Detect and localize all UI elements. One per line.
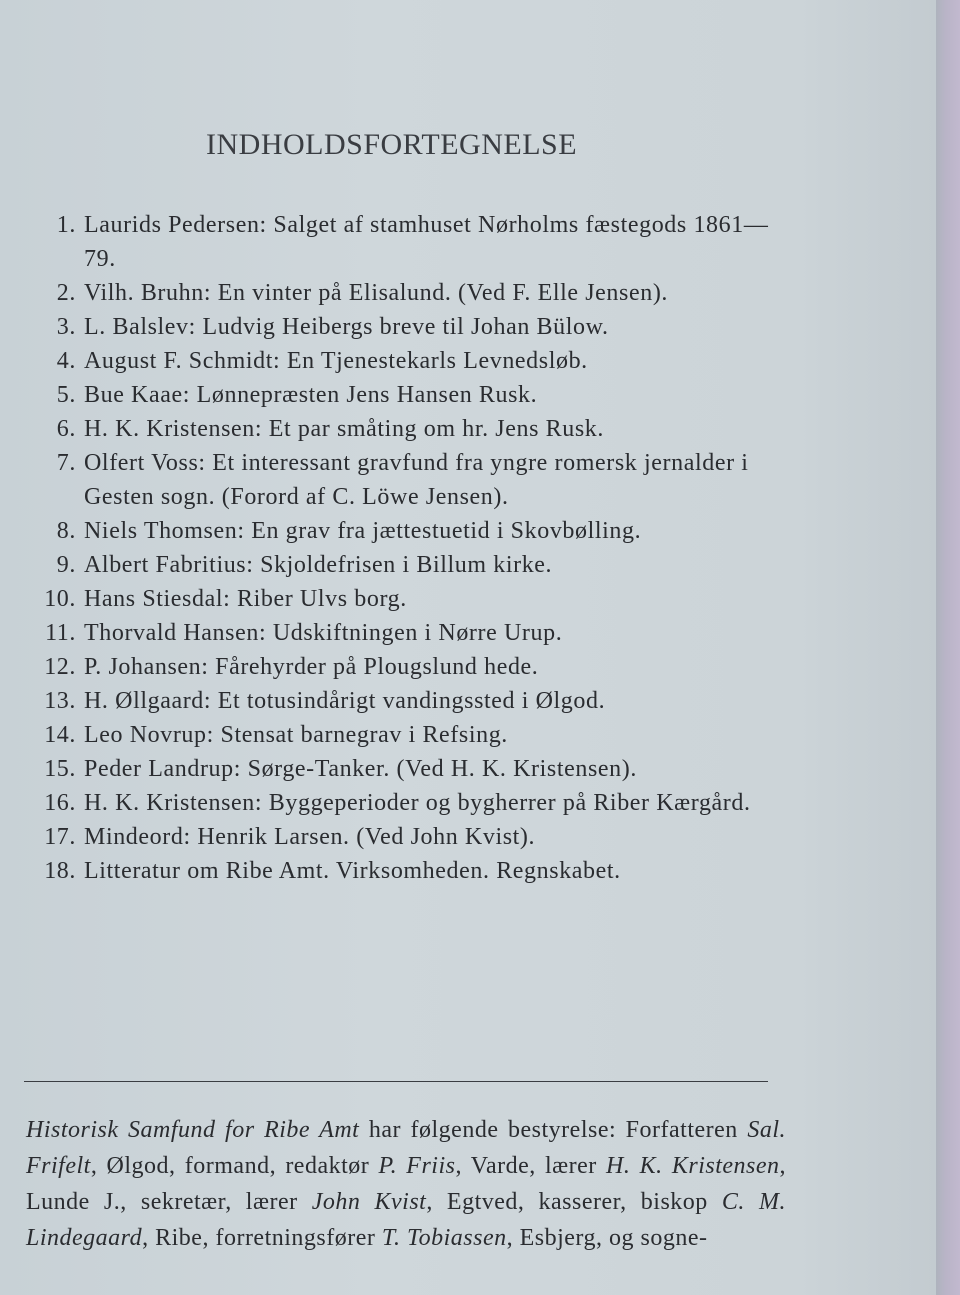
toc-number: 9.	[56, 552, 76, 578]
toc-entry	[30, 378, 800, 412]
toc-entry	[30, 310, 800, 344]
toc-text: Thorvald Hansen: Udskiftningen i Nørre Urup.	[84, 620, 563, 646]
toc-entry	[30, 412, 800, 446]
toc-text: L. Balslev: Ludvig Heibergs breve til Johan Bülow.	[84, 314, 609, 340]
toc-entry	[30, 514, 800, 548]
toc-text: Leo Novrup: Stensat barnegrav i Refsing.	[84, 722, 508, 748]
toc-text: Hans Stiesdal: Riber Ulvs borg.	[84, 586, 407, 612]
toc-entry	[30, 650, 800, 684]
toc-number: 3.	[56, 314, 76, 340]
board-member-name: H. K. Kristensen	[606, 1153, 780, 1179]
toc-text: H. Øllgaard: Et totusindårigt vandingssted i Ølgod.	[84, 688, 606, 714]
board-text: , Varde, lærer	[455, 1153, 607, 1179]
toc-entry	[30, 718, 800, 752]
board-member-name: John Kvist	[311, 1189, 427, 1215]
board-text: , Ølgod, formand, redaktør	[90, 1153, 379, 1179]
toc-text: August F. Schmidt: En Tjenestekarls Levnedsløb.	[84, 348, 588, 374]
toc-text: P. Johansen: Fårehyrder på Plougslund hede.	[84, 654, 539, 680]
toc-entry	[30, 684, 800, 718]
board-member-name: P. Friis	[378, 1153, 456, 1179]
toc-number: 14.	[44, 722, 76, 748]
toc-text: Vilh. Bruhn: En vinter på Elisalund. (Ved F. Elle Jensen).	[84, 280, 669, 306]
toc-text: H. K. Kristensen: Et par småting om hr. Jens Rusk.	[84, 416, 604, 442]
toc-entry	[30, 344, 800, 378]
toc-text: Laurids Pedersen: Salget af stamhuset Nørholms fæstegods 1861—79.	[84, 212, 769, 272]
toc-entry	[30, 616, 800, 650]
toc-text: Albert Fabritius: Skjoldefrisen i Billum kirke.	[84, 552, 553, 578]
toc-number: 10.	[44, 586, 76, 612]
toc-text: Bue Kaae: Lønnepræsten Jens Hansen Rusk.	[84, 382, 538, 408]
toc-number: 13.	[44, 688, 76, 714]
toc-entry	[30, 548, 800, 582]
toc-number: 12.	[44, 654, 76, 680]
toc-number: 5.	[56, 382, 76, 408]
toc-number: 2.	[56, 280, 76, 306]
page-edge	[936, 0, 960, 1295]
toc-text: Olfert Voss: Et interessant gravfund fra yngre romersk jernalder i Gesten sogn. (Forord af C. Löwe Jensen).	[84, 450, 749, 510]
toc-number: 15.	[44, 756, 76, 782]
toc-number: 1.	[56, 212, 76, 238]
toc-text: Niels Thomsen: En grav fra jættestuetid i Skovbølling.	[84, 518, 642, 544]
toc-number: 11.	[45, 620, 76, 646]
toc-entry	[30, 446, 800, 514]
table-of-contents	[30, 208, 800, 888]
toc-number: 17.	[44, 824, 76, 850]
toc-text: Mindeord: Henrik Larsen. (Ved John Kvist).	[84, 824, 536, 850]
board-member-name: C. M. Lindegaard	[26, 1189, 786, 1251]
toc-entry	[30, 582, 800, 616]
board-text: , Ribe, forretningsfører	[142, 1225, 382, 1251]
board-text: , Egtved, kasserer, biskop	[426, 1189, 722, 1215]
board-member-name: Sal. Frifelt	[26, 1117, 786, 1179]
toc-entry	[30, 276, 800, 310]
toc-text: Litteratur om Ribe Amt. Virksomheden. Regnskabet.	[84, 858, 621, 884]
toc-number: 4.	[56, 348, 76, 374]
toc-text: Peder Landrup: Sørge-Tanker. (Ved H. K. Kristensen).	[84, 756, 637, 782]
board-text: , Esbjerg, og sogne-	[506, 1225, 708, 1251]
toc-entry	[30, 820, 800, 854]
society-name: Historisk Samfund for Ribe Amt	[26, 1117, 360, 1143]
toc-entry	[30, 752, 800, 786]
toc-entry	[30, 786, 800, 820]
board-text: har følgende bestyrelse: Forfatteren	[359, 1117, 748, 1143]
toc-number: 16.	[44, 790, 76, 816]
board-text: , Lunde J., sekretær, lærer	[26, 1153, 787, 1215]
toc-number: 8.	[56, 518, 76, 544]
toc-text: H. K. Kristensen: Byggeperioder og bygherrer på Riber Kærgård.	[84, 790, 751, 816]
toc-entry	[30, 208, 800, 276]
toc-number: 7.	[56, 450, 76, 476]
board-member-name: T. Tobiassen	[381, 1225, 507, 1251]
toc-entry	[30, 854, 800, 888]
board-paragraph	[26, 1112, 786, 1256]
toc-number: 18.	[44, 858, 76, 884]
toc-number: 6.	[56, 416, 76, 442]
page-title: INDHOLDSFORTEGNELSE	[206, 128, 578, 161]
divider	[24, 1081, 768, 1082]
